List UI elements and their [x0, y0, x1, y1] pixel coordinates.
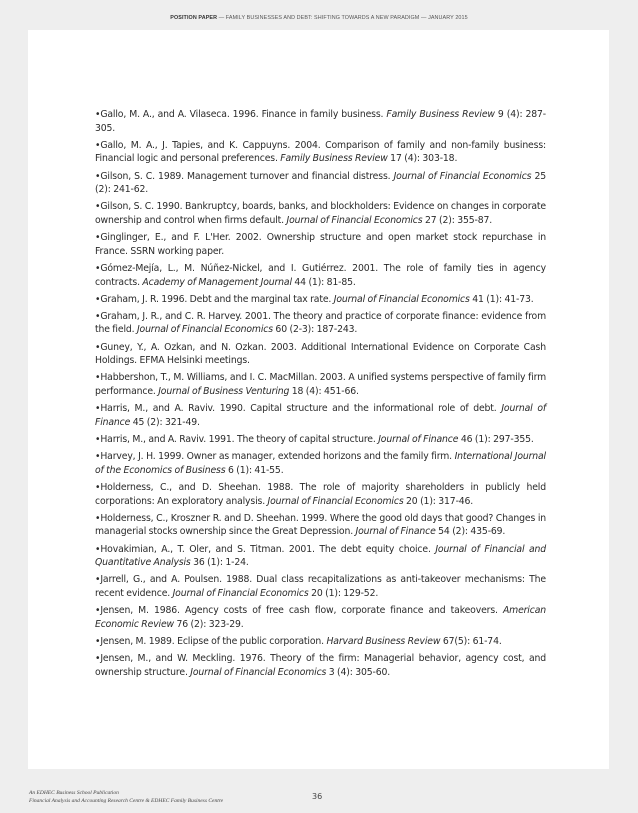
reference-source: Family Business Review	[386, 109, 495, 120]
reference-details: 46 (1): 297-355.	[458, 434, 534, 445]
reference-text: •Hovakimian, A., T. Oler, and S. Titman. 2001. The debt equity choice.	[95, 543, 436, 555]
reference-entry	[95, 231, 546, 258]
reference-source: American Economic Review	[95, 605, 546, 630]
reference-details: 67(5): 61-74.	[440, 635, 502, 647]
footer-line-centres: Financial Analysis and Accounting Research Centre & EDHEC Family Business Centre	[29, 797, 224, 804]
reference-text: •Jensen, M. 1989. Eclipse of the public corporation.	[95, 635, 327, 647]
reference-details: 3 (4): 305-60.	[326, 666, 391, 678]
reference-source: Journal of Financial Economics	[286, 214, 423, 226]
reference-entry	[95, 170, 546, 197]
header-text: — FAMILY BUSINESSES AND DEBT: SHIFTING TOWARDS A NEW PARADIGM — JANUARY 2015	[217, 15, 468, 21]
running-header	[0, 15, 638, 21]
reference-details: 41 (1): 41-73.	[469, 293, 534, 305]
reference-entry	[95, 512, 546, 539]
reference-entry	[95, 200, 546, 227]
reference-details: 18 (4): 451-66.	[289, 386, 359, 398]
reference-details: 60 (2-3): 187-243.	[272, 324, 358, 336]
reference-text: •Gómez-Mejía, L., M. Núñez-Nickel, and I. Gutiérrez. 2001. The role of family ties in agency contracts.	[95, 262, 546, 288]
reference-details: 25 (2): 241-62.	[95, 170, 546, 196]
reference-source: Journal of Financial Economics	[333, 293, 470, 305]
reference-text: •Graham, J. R., and C. R. Harvey. 2001. The theory and practice of corporate finance: evidence from the field.	[95, 310, 546, 336]
reference-text: •Habbershon, T., M. Williams, and I. C. MacMillan. 2003. A unified systems perspective of family firm performance.	[95, 372, 546, 398]
reference-text: •Ginglinger, E., and F. L'Her. 2002. Ownership structure and open market stock repurchase in France. SSRN working paper.	[95, 232, 546, 257]
reference-text: •Gilson, S. C. 1989. Management turnover and financial distress.	[95, 170, 394, 182]
reference-text: •Gallo, M. A., J. Tapies, and K. Cappuyns. 2004. Comparison of family and non-family business: Financial logic and personal preferences.	[95, 139, 546, 165]
reference-source: Harvard Business Review	[326, 635, 441, 647]
reference-text: •Holderness, C., Kroszner R. and D. Sheehan. 1999. Where the good old days that good? Changes in managerial stocks ownership since the Great Depression.	[95, 512, 546, 538]
reference-text: •Jensen, M. 1986. Agency costs of free cash flow, corporate finance and takeovers.	[95, 605, 503, 617]
reference-entry	[95, 341, 546, 368]
reference-entry	[95, 108, 546, 135]
header-label: POSITION PAPER	[170, 15, 218, 21]
reference-details: 20 (1): 317-46.	[403, 495, 474, 507]
reference-text: •Jensen, M., and W. Meckling. 1976. Theory of the firm: Managerial behavior, agency cost, and ownership structure.	[95, 653, 546, 678]
reference-text: •Holderness, C., and D. Sheehan. 1988. The role of majority shareholders in publicly held corporations: An exploratory analysis.	[95, 481, 546, 507]
reference-list	[95, 108, 546, 683]
reference-source: Journal of Financial Economics	[267, 495, 404, 507]
reference-details: 20 (1): 129-52.	[308, 587, 379, 599]
reference-source: Journal of Business Venturing	[158, 386, 290, 398]
reference-source: Journal of Financial Economics	[172, 587, 309, 599]
reference-entry	[95, 604, 546, 631]
footer-line-publication: An EDHEC Business School Publication	[29, 790, 119, 796]
reference-entry	[95, 652, 546, 679]
reference-entry	[95, 573, 546, 600]
reference-text: •Harris, M., and A. Raviv. 1991. The theory of capital structure.	[95, 434, 379, 445]
reference-entry	[95, 139, 546, 166]
reference-source: Journal of Financial Economics	[393, 170, 532, 182]
reference-details: 17 (4): 303-18.	[387, 153, 458, 165]
reference-source: Journal of Finance	[378, 434, 459, 445]
reference-source: Journal of Financial Economics	[190, 666, 327, 678]
reference-details: 6 (1): 41-55.	[225, 464, 284, 476]
reference-details: 9 (4): 287-305.	[95, 109, 546, 134]
reference-entry	[95, 402, 546, 429]
reference-entry	[95, 450, 546, 477]
reference-source: Journal of Finance	[355, 526, 436, 538]
reference-details: 45 (2): 321-49.	[130, 416, 200, 428]
reference-source: Journal of Financial Economics	[136, 324, 273, 336]
reference-text: •Gallo, M. A., and A. Vilaseca. 1996. Finance in family business.	[95, 109, 387, 120]
reference-entry	[95, 310, 546, 337]
reference-text: •Graham, J. R. 1996. Debt and the marginal tax rate.	[95, 293, 334, 305]
reference-entry	[95, 543, 546, 570]
reference-source: Family Business Review	[280, 153, 388, 165]
reference-source: Academy of Management Journal	[142, 276, 292, 288]
reference-details: 36 (1): 1-24.	[190, 557, 249, 569]
reference-details: 54 (2): 435-69.	[435, 526, 506, 538]
reference-source: Journal of Finance	[95, 403, 546, 428]
page-number: 36	[312, 792, 323, 801]
reference-text: •Gilson, S. C. 1990. Bankruptcy, boards, banks, and blockholders: Evidence on changes in corporate ownership and control when firms default.	[95, 201, 546, 226]
footer-credit	[29, 790, 223, 805]
reference-entry	[95, 481, 546, 508]
reference-text: •Harvey, J. H. 1999. Owner as manager, extended horizons and the family firm.	[95, 451, 455, 463]
reference-entry	[95, 262, 546, 289]
reference-source: Journal of Financial and Quantitative Analysis	[95, 543, 546, 569]
reference-entry	[95, 635, 546, 649]
reference-details: 27 (2): 355-87.	[422, 214, 493, 226]
reference-entry	[95, 433, 546, 447]
reference-details: 44 (1): 81-85.	[291, 276, 356, 288]
reference-entry	[95, 371, 546, 398]
reference-text: •Jarrell, G., and A. Poulsen. 1988. Dual class recapitalizations as anti-takeover mechanisms: The recent evidence.	[95, 574, 546, 599]
reference-details: 76 (2): 323-29.	[174, 618, 244, 630]
reference-source: International Journal of the Economics of Business	[95, 451, 546, 476]
reference-entry	[95, 293, 546, 307]
reference-text: •Guney, Y., A. Ozkan, and N. Ozkan. 2003. Additional International Evidence on Corporate Cash Holdings. EFMA Helsinki meetings.	[95, 341, 546, 367]
reference-text: •Harris, M., and A. Raviv. 1990. Capital structure and the informational role of debt.	[95, 403, 502, 415]
